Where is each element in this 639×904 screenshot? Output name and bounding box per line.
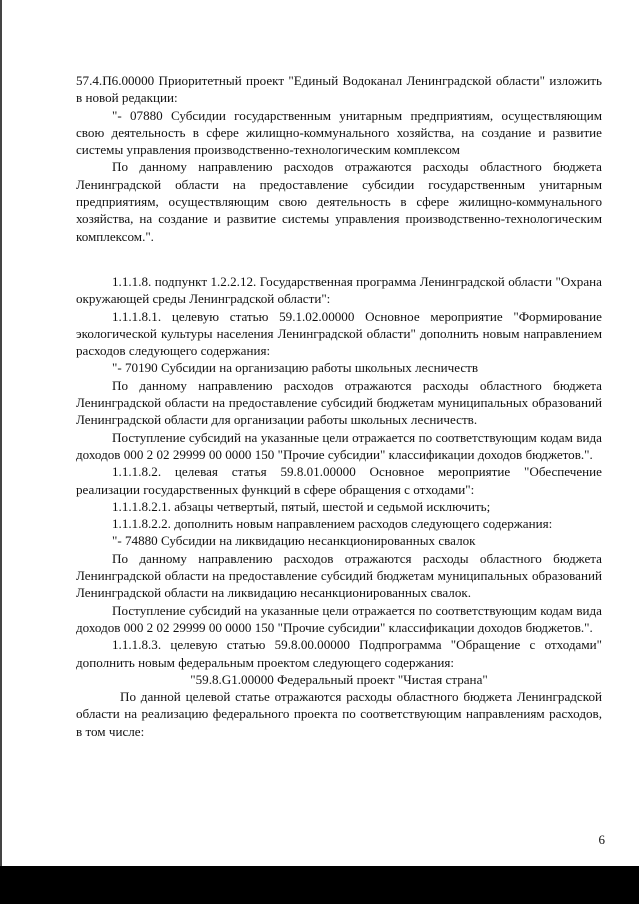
- paragraph-3: По данному направлению расходов отражаются расходы областного бюджета Ленинградской области на предоставление субсидии государственным унитарным предприятиям, осуществляющим свою деятельность в сфере жилищно-коммунального хозяйства, на создание и развитие системы управления производственно-технологическим комплексом.".: [76, 159, 602, 244]
- paragraph-1: 57.4.П6.00000 Приоритетный проект "Единый Водоканал Ленинградской области" изложить в новой редакции:: [76, 73, 602, 106]
- paragraph-2: "- 07880 Субсидии государственным унитарным предприятиям, осуществляющим свою деятельность в сфере жилищно-коммунального хозяйства, на создание и развитие системы управления производственно-технологическим комплексом: [76, 107, 602, 158]
- paragraph-16: "59.8.G1.00000 Федеральный проект "Чистая страна": [190, 671, 488, 687]
- paragraph-13: По данному направлению расходов отражаются расходы областного бюджета Ленинградской области на предоставление субсидий бюджетам муниципальных образований Ленинградской области на ликвидацию несанкционированных свалок.: [76, 550, 602, 601]
- paragraph-4: 1.1.1.8. подпункт 1.2.2.12. Государственная программа Ленинградской области "Охрана окружающей среды Ленинградской области":: [76, 273, 602, 307]
- paragraph-5: 1.1.1.8.1. целевую статью 59.1.02.00000 Основное мероприятие "Формирование экологической культуры населения Ленинградской области" дополнить новым направлением расходов следующего содержания:: [76, 308, 602, 359]
- scan-bottom-border: [0, 866, 639, 904]
- paragraph-7: По данному направлению расходов отражаются расходы областного бюджета Ленинградской области на предоставление субсидий бюджетам муниципальных образований Ленинградской области для организации работы школьных лесничеств.: [76, 377, 602, 428]
- paragraph-12: "- 74880 Субсидии на ликвидацию несанкционированных свалок: [112, 533, 476, 549]
- paragraph-6: "- 70190 Субсидии на организацию работы школьных лесничеств: [112, 360, 479, 376]
- paragraph-11: 1.1.1.8.2.2. дополнить новым направлением расходов следующего содержания:: [112, 516, 553, 532]
- paragraph-17: По данной целевой статье отражаются расходы областного бюджета Ленинградской области на реализацию федерального проекта по соответствующим направлениям расходов, в том числе:: [76, 689, 602, 739]
- page-number: 6: [598, 832, 605, 847]
- paragraph-10: 1.1.1.8.2.1. абзацы четвертый, пятый, шестой и седьмой исключить;: [112, 498, 491, 514]
- scan-edge: [0, 0, 2, 866]
- paragraph-15: 1.1.1.8.3. целевую статью 59.8.00.00000 Подпрограмма "Обращение с отходами" дополнить новым федеральным проектом следующего содержания:: [76, 637, 602, 670]
- paragraph-9: 1.1.1.8.2. целевая статья 59.8.01.00000 Основное мероприятие "Обеспечение реализации государственных функций в сфере обращения с отходами":: [76, 464, 602, 497]
- document-body: [76, 72, 602, 740]
- paragraph-14: Поступление субсидий на указанные цели отражается по соответствующим кодам вида доходов 000 2 02 29999 00 0000 150 "Прочие субсидии" классификации доходов бюджетов.".: [76, 602, 602, 635]
- spacer: [76, 245, 602, 273]
- paragraph-8: Поступление субсидий на указанные цели отражается по соответствующим кодам вида доходов 000 2 02 29999 00 0000 150 "Прочие субсидии" классификации доходов бюджетов.".: [76, 429, 602, 462]
